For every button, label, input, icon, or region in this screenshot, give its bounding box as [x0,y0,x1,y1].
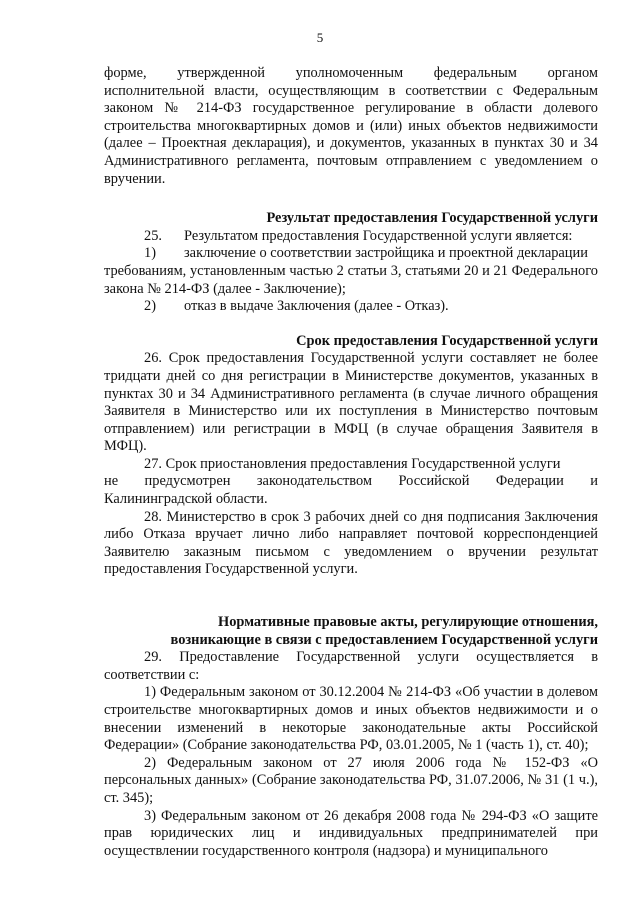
paragraph-27-line-2: не предусмотрен законодательством Российской Федерации и [104,473,598,490]
law-item-2: 2) Федеральным законом от 27 июля 2006 года № 152-ФЗ «О персональных данных» (Собрание законодательства РФ, 31.07.2006, № 31 (1 ч.), ст. 345); [104,754,598,806]
law-item-1: 1) Федеральным законом от 30.12.2004 № 214-ФЗ «Об участии в долевом строительстве многоквартирных домов и иных объектов недвижимости и о внесении изменений в некоторые законодательные акты Российской Федерации» (Собрание законодательства РФ, 03.01.2005, № 1 (часть 1), ст. 40); [104,684,598,754]
law-item-3: 3) Федеральным законом от 26 декабря 2008 года № 294-ФЗ «О защите прав юридических лиц и индивидуальных предпринимателей при осуществлении государственного контроля (надзора) и муниципального [104,807,598,859]
list-item-text: заключение о соответствии застройщика и проектной декларации [184,245,588,262]
list-item-1-continuation: требованиям, установленным частью 2 статьи 3, статьями 20 и 21 Федерального закона № 214-ФЗ (далее - Заключение); [104,262,598,297]
paragraph-number: 25. [144,227,162,244]
section-heading-legal-acts-line-1: Нормативные правовые акты, регулирующие отношения, [218,614,598,631]
intro-paragraph: исполнительной власти, осуществляющим в соответствии с Федеральным законом № 214-ФЗ государственное регулирование в области долевого строительства многоквартирных домов и (или) иных объектов недвижимости (далее – Проектная декларация), и документов, указанных в пунктах 30 и 34 Административного регламента, почтовым отправлением с уведомлением о вручении. [104,82,598,187]
paragraph-29: 29. Предоставление Государственной услуги осуществляется в соответствии с: [104,649,598,683]
list-item-1 [104,245,598,263]
page-number: 5 [316,30,324,45]
section-heading-legal-acts-line-2: возникающие в связи с предоставлением Государственной услуги [170,631,598,648]
section-heading-result: Результат предоставления Государственной услуги [266,210,598,227]
paragraph-25 [104,228,598,246]
paragraph-27-first-line: 27. Срок приостановления предоставления Государственной услуги [144,455,561,472]
paragraph-text: Результатом предоставления Государственной услуги является: [184,227,573,244]
list-item-text: отказ в выдаче Заключения (далее - Отказ). [184,298,449,315]
list-item-number: 1) [144,245,156,262]
paragraph-27-line-3: Калининградской области. [104,491,268,508]
list-item-2 [104,298,598,316]
intro-first-line: форме, утвержденной уполномоченным федеральным органом [104,65,598,81]
list-item-number: 2) [144,298,156,315]
page-content [104,65,598,860]
section-heading-term: Срок предоставления Государственной услуги [296,332,598,349]
paragraph-28: 28. Министерство в срок 3 рабочих дней со дня подписания Заключения либо Отказа вручает лично либо направляет почтовой корреспонденцией Заявителю заказным письмом с уведомлением о вручении результат предоставления Государственной услуги. [104,508,598,578]
paragraph-26: 26. Срок предоставления Государственной услуги составляет не более тридцати дней со дня регистрации в Министерстве документов, указанных в пунктах 30 и 34 Административного регламента (в случае личного обращения Заявителя в Министерство или их поступления в Министерство почтовым отправлением) или регистрации в МФЦ (в случае обращения Заявителя в МФЦ). [104,350,598,455]
